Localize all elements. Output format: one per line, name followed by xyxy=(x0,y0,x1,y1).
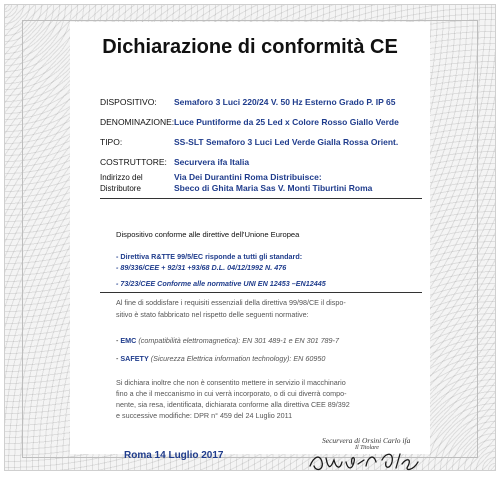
field-value: Semaforo 3 Luci 220/24 V. 50 Hz Esterno Grado P. IP 65 xyxy=(174,97,396,107)
paragraph-line: fino a che il meccanismo in cui verrà incorporato, o di cui diverrà compo- xyxy=(116,389,347,398)
distributor-name: Sbeco di Ghita Maria Sas V. Monti Tiburtini Roma xyxy=(174,183,373,193)
norm-safety: - SAFETY (Sicurezza Elettrica information technology): EN 60950 xyxy=(116,354,326,363)
norm-name: EMC xyxy=(120,336,137,345)
field-value: SS-SLT Semaforo 3 Luci Led Verde Gialla Rossa Orient. xyxy=(174,137,399,147)
field-value: Securvera ifa Italia xyxy=(174,157,250,167)
divider xyxy=(100,292,422,293)
handwritten-signature xyxy=(302,442,422,478)
signatory-name: Securvera di Orsini Carlo ifa xyxy=(322,436,411,445)
directive-line: - 73/23/CEE Conforme alle normative UNI EN 12453 –EN12445 xyxy=(116,279,326,288)
paragraph-line: Al fine di soddisfare i requisiti essenziali della direttiva 99/98/CE il dispo- xyxy=(116,298,346,307)
certificate-document xyxy=(70,22,430,461)
paragraph-line: e successive modifiche: DPR n° 459 del 24 Luglio 2011 xyxy=(116,411,293,420)
directive-line: - Direttiva R&TTE 99/5/EC risponde a tutti gli standard: xyxy=(116,252,303,261)
distributor-label-line1: Indirizzo del xyxy=(100,173,143,182)
directive-line: - 89/336/CEE + 92/31 +93/68 D.L. 04/12/1992 N. 476 xyxy=(116,263,287,272)
norm-desc: (compatibilità elettromagnetica): xyxy=(138,336,241,345)
directive-heading: Dispositivo conforme alle direttive dell'Unione Europea xyxy=(116,230,300,239)
document-title: Dichiarazione di conformità CE xyxy=(102,36,398,58)
document-date: Roma 14 Luglio 2017 xyxy=(124,450,224,461)
norm-name: SAFETY xyxy=(120,354,149,363)
norm-std: EN 60950 xyxy=(293,354,326,363)
signatory-role: Il Titolare xyxy=(355,445,379,451)
distributor-label-line2: Distributore xyxy=(100,184,141,193)
norm-emc: - EMC (compatibilità elettromagnetica): EN 301 489-1 e EN 301 789-7 xyxy=(116,336,339,345)
distributor-address: Via Dei Durantini Roma Distribuisce: xyxy=(174,172,322,182)
field-label: TIPO: xyxy=(100,137,123,147)
field-label: DENOMINAZIONE: xyxy=(100,117,175,127)
field-label: COSTRUTTORE: xyxy=(100,157,167,167)
paragraph-line: Si dichiara inoltre che non è consentito mettere in servizio il macchinario xyxy=(116,378,346,387)
norm-std: EN 301 489-1 e EN 301 789-7 xyxy=(242,336,339,345)
paragraph-line: sitivo è stato fabbricato nel rispetto delle seguenti normative: xyxy=(116,310,309,319)
field-value: Luce Puntiforme da 25 Led x Colore Rosso Giallo Verde xyxy=(174,117,399,127)
field-label xyxy=(100,172,143,194)
norm-desc: (Sicurezza Elettrica information technology): xyxy=(150,354,292,363)
divider xyxy=(100,198,422,199)
paragraph-line: nente, sia resa, identificata, dichiarata conforme alla direttiva CEE 89/392 xyxy=(116,400,350,409)
field-value xyxy=(174,172,372,194)
field-label: DISPOSITIVO: xyxy=(100,97,157,107)
